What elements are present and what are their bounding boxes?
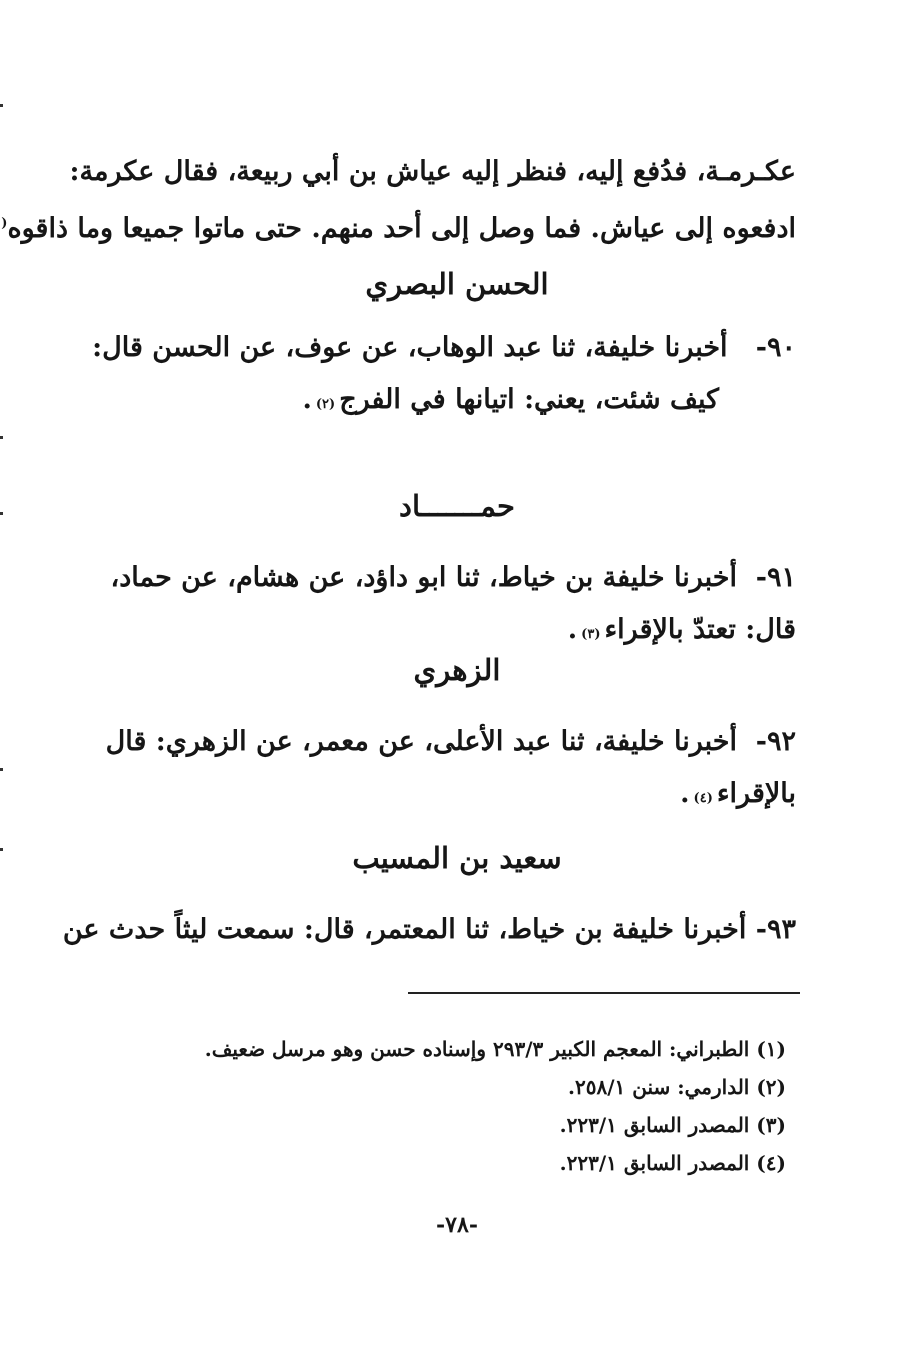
hadith-92-line-1 [106,722,796,762]
hadith-text: بالإقراء [716,778,796,809]
hadith-number: ٩١- [755,562,796,593]
hadith-text: قال: تعتدّ بالإقراء [604,614,796,645]
hadith-number: ٩٠- [755,332,796,363]
scan-speck [0,768,3,771]
section-heading: الزهري [413,653,501,687]
intro-line-1-text: عكـرمـة، فدُفع إليه، فنظر إليه عياش بن أبي ربيعة، فقال عكرمة: [69,156,796,187]
footnote-1: (١) الطبراني: المعجم الكبير ٢٩٣/٣ وإسناده حسن وهو مرسل ضعيف. [204,1037,786,1061]
hadith-number: ٩٣- [755,914,796,945]
hadith-text: أخبرنا خليفة، ثنا عبد الأعلى، عن معمر، عن الزهري: قال [105,726,737,757]
intro-line-2 [0,204,796,249]
hadith-text: أخبرنا خليفة بن خياط، ثنا ابو داؤد، عن هشام، عن حماد، [110,562,737,593]
footnote-3: (٣) المصدر السابق ٢٢٣/١. [559,1113,786,1137]
hadith-92-line-2: بالإقراء(٤). [680,778,796,809]
section-heading: الحسن البصري [365,267,549,301]
hadith-91-line-1 [111,558,796,598]
footnote-marker: ( [1,216,8,231]
section-heading: حمـــــــاد [399,489,515,523]
hadith-91-line-2: قال: تعتدّ بالإقراء(٣). [567,614,796,645]
scan-speck [0,436,3,439]
scan-speck [0,104,3,107]
intro-line-2-text: ادفعوه إلى عياش. فما وصل إلى أحد منهم. حتى ماتوا جميعا وما ذاقوه [7,213,796,244]
hadith-text: أخبرنا خليفة بن خياط، ثنا المعتمر، قال: سمعت ليثاً حدث عن [62,914,747,945]
page-number: -٧٨- [436,1212,478,1238]
footnote-marker: (٢) [315,397,336,412]
footnote-marker: (٣) [581,627,601,642]
hadith-text: أخبرنا خليفة، ثنا عبد الوهاب، عن عوف، عن الحسن قال: [92,332,728,363]
footnote-2: (٢) الدارمي: سنن ٢٥٨/١. [568,1075,786,1099]
section-heading: سعيد بن المسيب [352,841,562,875]
hadith-number: ٩٢- [755,726,796,757]
hadith-text: كيف شئت، يعني: اتيانها في الفرج [339,384,719,415]
footnote-marker: (٤) [693,791,713,806]
hadith-93-line-1 [63,910,796,950]
footnote-4: (٤) المصدر السابق ٢٢٣/١. [559,1151,786,1175]
hadith-90-line-2: كيف شئت، يعني: اتيانها في الفرج(٢). [302,384,719,415]
hadith-90-line-1 [92,328,796,368]
footnote-divider [408,992,800,994]
intro-line-1 [70,152,796,192]
